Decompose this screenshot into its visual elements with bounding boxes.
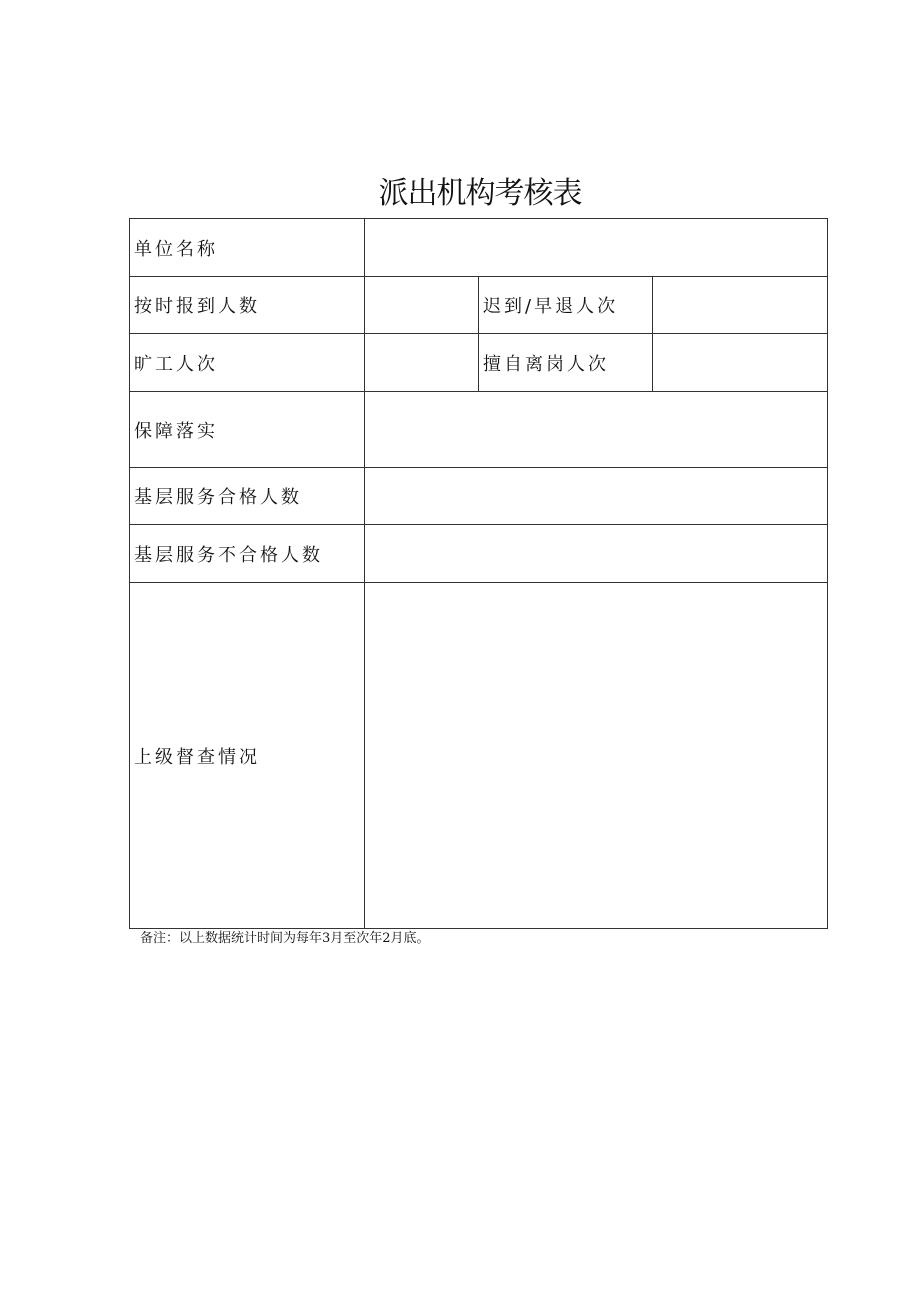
unit-name-label: 单位名称 [130, 219, 365, 277]
absent-count-field[interactable] [365, 334, 479, 392]
late-early-count-label: 迟到/早退人次 [479, 277, 653, 334]
footnote: 备注：以上数据统计时间为每年3月至次年2月底。 [140, 931, 430, 946]
on-time-count-field[interactable] [365, 277, 479, 334]
page-title: 派出机构考核表 [378, 176, 582, 211]
left-post-count-field[interactable] [653, 334, 828, 392]
guarantee-field[interactable] [365, 392, 828, 468]
absent-count-label: 旷工人次 [130, 334, 365, 392]
guarantee-label: 保障落实 [130, 392, 365, 468]
table-row-unqualified [130, 525, 828, 583]
table-row-attendance [130, 277, 828, 334]
unqualified-count-field[interactable] [365, 525, 828, 583]
table-row-guarantee [130, 392, 828, 468]
table-row-supervision [130, 583, 828, 929]
left-post-count-label: 擅自离岗人次 [479, 334, 653, 392]
table-row-unit-name [130, 219, 828, 277]
table-row-qualified [130, 468, 828, 525]
table-row-absence [130, 334, 828, 392]
qualified-count-field[interactable] [365, 468, 828, 525]
unit-name-field[interactable] [365, 219, 828, 277]
late-early-count-field[interactable] [653, 277, 828, 334]
on-time-count-label: 按时报到人数 [130, 277, 365, 334]
assessment-table [129, 218, 828, 929]
qualified-count-label: 基层服务合格人数 [130, 468, 365, 525]
supervision-label: 上级督查情况 [130, 583, 365, 929]
unqualified-count-label: 基层服务不合格人数 [130, 525, 365, 583]
supervision-field[interactable] [365, 583, 828, 929]
